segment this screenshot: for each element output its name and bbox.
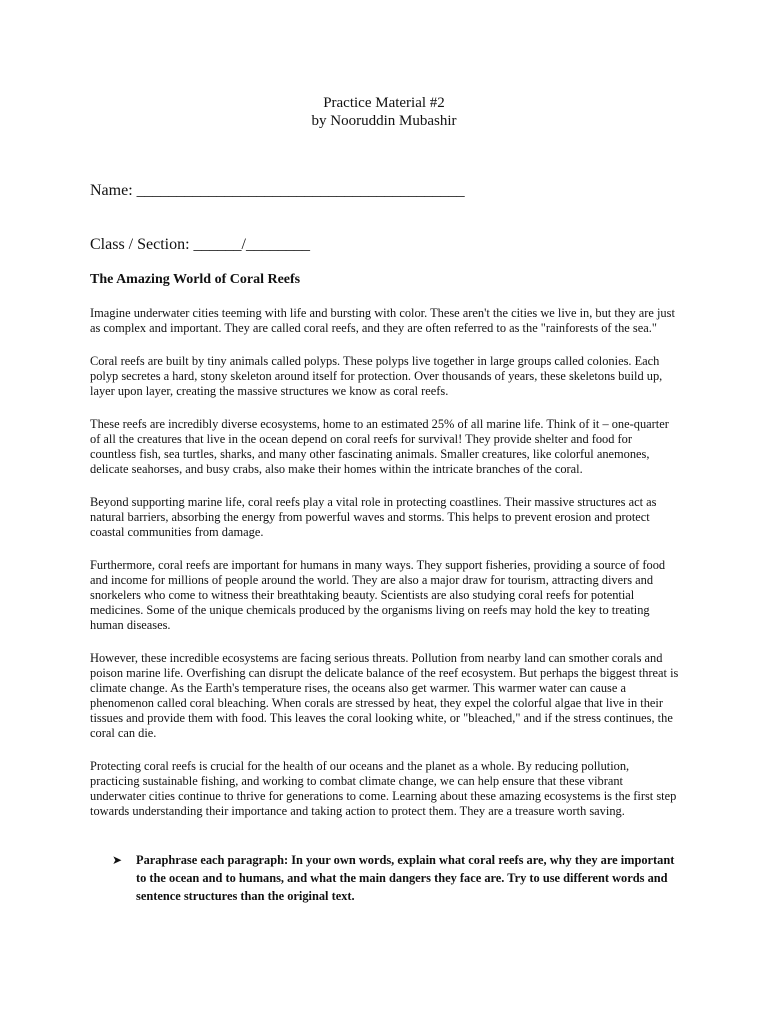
paragraph-6: However, these incredible ecosystems are facing serious threats. Pollution from nearby land can smother corals and poison marine life. Overfishing can disrupt the delicate balance of the reef ecosystem. But perhaps the biggest threat is climate change. As the Earth's temperature rises, the oceans also get warmer. This warmer water can cause a phenomenon called coral bleaching. When corals are stressed by heat, they expel the colorful algae that live in their tissues and provide them with food. This leaves the coral looking white, or "bleached," and if the stress continues, the coral can die. <box>90 651 679 740</box>
paragraph-2: Coral reefs are built by tiny animals called polyps. These polyps live together in large groups called colonies. Each polyp secretes a hard, stony skeleton around itself for protection. Over thousands of years, these skeletons build up, layer upon layer, creating the massive structures we know as coral reefs. <box>90 354 663 398</box>
paragraph-4: Beyond supporting marine life, coral reefs play a vital role in protecting coastlines. Their massive structures act as natural barriers, absorbing the energy from powerful waves and storms. This helps to prevent erosion and protect coastal communities from damage. <box>90 495 657 539</box>
paragraph-5: Furthermore, coral reefs are important for humans in many ways. They support fisheries, providing a source of food and income for millions of people around the world. They are also a major draw for tourism, attracting divers and snorkelers who come to witness their breathtaking beauty. Scientists are also studying coral reefs for potential medicines. Some of the unique chemicals produced by the organisms living on reefs may hold the key to treating human diseases. <box>90 558 666 632</box>
paragraph-1: Imagine underwater cities teeming with life and bursting with color. These aren't the cities we live in, but they are just as complex and important. They are called coral reefs, and they are often referred to as the "rainforests of the sea." <box>90 306 675 335</box>
arrow-bullet-icon: ➤ <box>112 853 123 867</box>
name-field: Name: _________________________________________ <box>90 182 465 199</box>
document-author: by Nooruddin Mubashir <box>311 113 457 129</box>
article-body <box>90 306 680 837</box>
document-header <box>0 94 768 130</box>
class-section-field: Class / Section: ______/________ <box>90 236 310 253</box>
paragraph-7: Protecting coral reefs is crucial for the health of our oceans and the planet as a whole. By reducing pollution, practicing sustainable fishing, and working to combat climate change, we can help ensure that these vibrant underwater cities continue to thrive for generations to come. Learning about these amazing ecosystems is the first step towards understanding their importance and taking action to protect them. They are a treasure worth saving. <box>90 759 677 818</box>
task-instruction <box>112 851 682 905</box>
task-text: Paraphrase each paragraph: In your own words, explain what coral reefs are, why they are important to the ocean and to humans, and what the main dangers they face are. Try to use different words and sentence structures than the original text. <box>136 853 675 903</box>
paragraph-3: These reefs are incredibly diverse ecosystems, home to an estimated 25% of all marine life. Think of it – one-quarter of all the creatures that live in the ocean depend on coral reefs for survival! They provide shelter and food for countless fish, sea turtles, sharks, and many other fascinating animals. Smaller creatures, like colorful anemones, delicate seahorses, and busy crabs, also make their homes within the intricate branches of the coral. <box>90 417 669 476</box>
article-title: The Amazing World of Coral Reefs <box>90 272 301 287</box>
document-title: Practice Material #2 <box>323 95 445 111</box>
